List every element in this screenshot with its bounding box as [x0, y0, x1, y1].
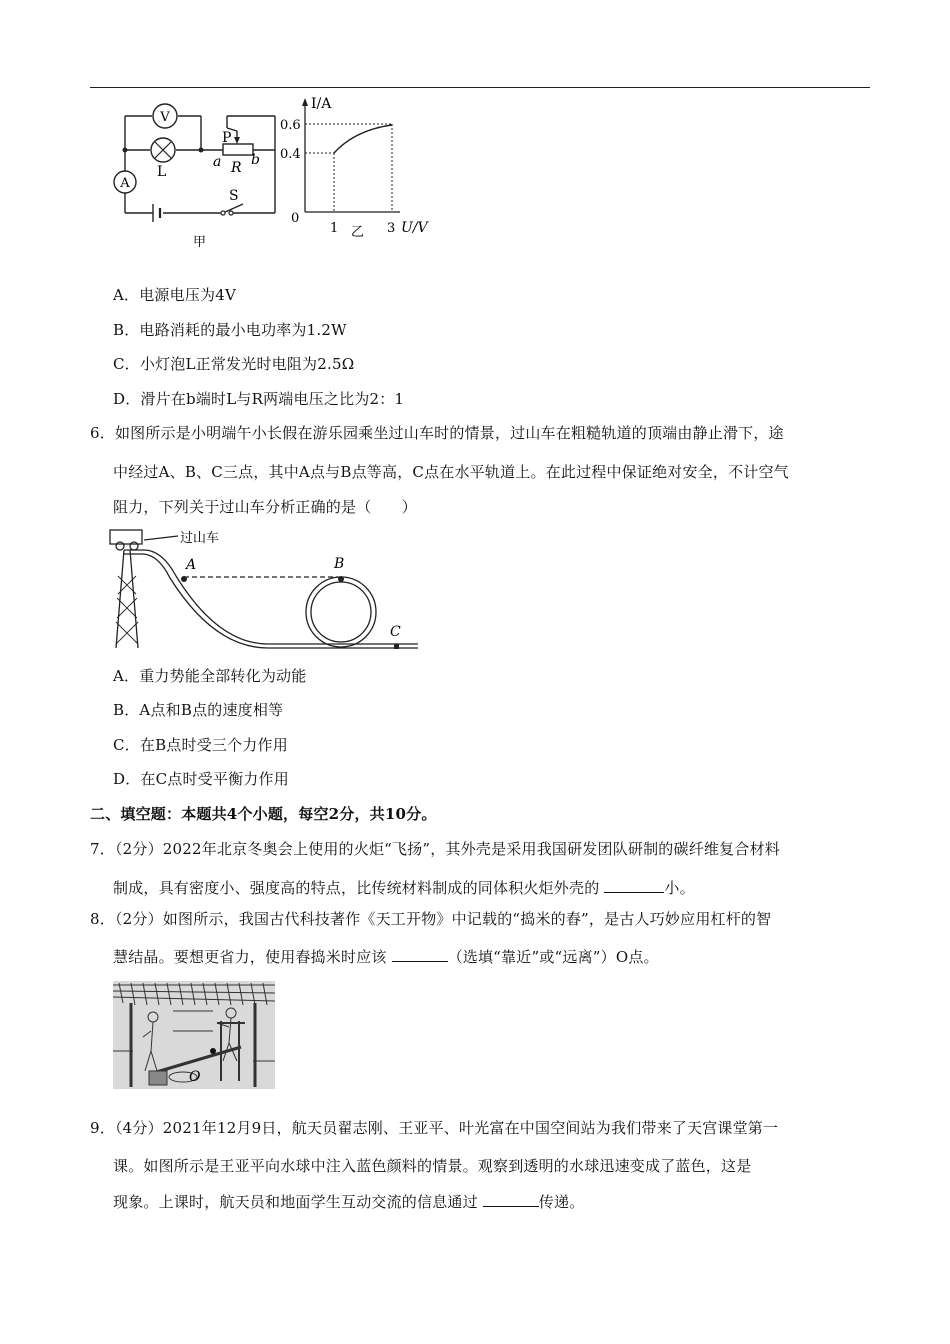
q5-option-b: B．电路消耗的最小电功率为1.2W	[113, 321, 347, 339]
end-a-label: a	[213, 154, 222, 170]
q5-option-c: C．小灯泡L正常发光时电阻为2.5Ω	[113, 355, 355, 373]
end-b-label: b	[251, 152, 260, 168]
q7-line1: 7．（2分）2022年北京冬奥会上使用的火炬“飞扬”，其外壳是采用我国研发团队研制的碳纤维复合材料	[90, 840, 780, 858]
q9-line1: 9．（4分）2021年12月9日，航天员翟志刚、王亚平、叶光富在中国空间站为我们带来了天宫课堂第一	[90, 1119, 779, 1137]
switch-label: S	[229, 188, 239, 204]
graph-x-label: U/V	[401, 220, 428, 236]
q8-line1: 8．（2分）如图所示，我国古代科技著作《天工开物》中记载的“捣米的舂”，是古人巧妙应用杠杆的智	[90, 910, 772, 928]
graph-x-tick-1: 1	[330, 221, 339, 236]
roller-coaster-figure	[100, 526, 420, 656]
graph-y-label: I/A	[311, 96, 332, 112]
q9-line2: 课。如图所示是王亚平向水球中注入蓝色颜料的情景。观察到透明的水球迅速变成了蓝色，这是	[113, 1157, 752, 1175]
q7-line2-text: 制成，具有密度小、强度高的特点，比传统材料制成的同体积火炬外壳的	[113, 879, 605, 897]
voltmeter-label: V	[160, 110, 170, 125]
q7-line2	[113, 878, 695, 898]
q8-line2-tail: （选填“靠近”或“远离”）O点。	[447, 948, 659, 966]
q7-answer-blank[interactable]	[604, 878, 664, 893]
q7-line2-tail: 小。	[664, 879, 695, 897]
pestle-illustration	[113, 981, 275, 1089]
point-b-label: B	[334, 556, 345, 572]
graph-x-tick-3: 3	[387, 221, 396, 236]
q6-stem-line3: 阻力，下列关于过山车分析正确的是（ ）	[113, 498, 418, 516]
q9-answer-blank[interactable]	[483, 1192, 539, 1207]
q5-option-a: A．电源电压为4V	[113, 286, 237, 304]
roller-coaster-label: 过山车	[180, 531, 220, 546]
circuit-diagram	[105, 96, 285, 256]
q8-line2-text: 慧结晶。要想更省力，使用舂捣米时应该	[113, 948, 392, 966]
graph-y-tick-lo: 0.4	[280, 147, 301, 162]
slider-label: P	[222, 130, 232, 146]
q8-line2	[113, 947, 659, 967]
ammeter-label: A	[120, 176, 130, 191]
q9-line3	[113, 1192, 584, 1212]
q9-line3-text: 现象。上课时，航天员和地面学生互动交流的信息通过	[113, 1193, 483, 1211]
section-heading: 二、填空题：本题共4个小题，每空2分，共10分。	[90, 805, 437, 823]
lamp-label: L	[157, 164, 167, 180]
q6-option-b: B．A点和B点的速度相等	[113, 701, 284, 719]
iu-graph	[280, 94, 445, 244]
fulcrum-o-label: O	[189, 1069, 201, 1085]
resistor-label: R	[231, 160, 242, 176]
graph-caption: 乙	[351, 225, 365, 240]
q6-option-c: C．在B点时受三个力作用	[113, 736, 288, 754]
q6-option-a: A．重力势能全部转化为动能	[113, 667, 307, 685]
q6-option-d: D．在C点时受平衡力作用	[113, 770, 289, 788]
circuit-caption: 甲	[193, 235, 207, 250]
point-c-label: C	[390, 624, 401, 640]
header-rule	[90, 87, 870, 88]
point-a-label: A	[186, 557, 197, 573]
graph-y-tick-hi: 0.6	[280, 118, 301, 133]
q9-line3-tail: 传递。	[538, 1193, 585, 1211]
q6-stem-line1: 6．如图所示是小明端午小长假在游乐园乘坐过山车时的情景，过山车在粗糙轨道的顶端由静止滑下，途	[90, 424, 784, 442]
q6-stem-line2: 中经过A、B、C三点，其中A点与B点等高，C点在水平轨道上。在此过程中保证绝对安全，不计空气	[113, 463, 789, 481]
graph-origin: 0	[291, 211, 300, 226]
q8-answer-blank[interactable]	[392, 947, 448, 962]
q5-option-d: D．滑片在b端时L与R两端电压之比为2：1	[113, 390, 405, 408]
